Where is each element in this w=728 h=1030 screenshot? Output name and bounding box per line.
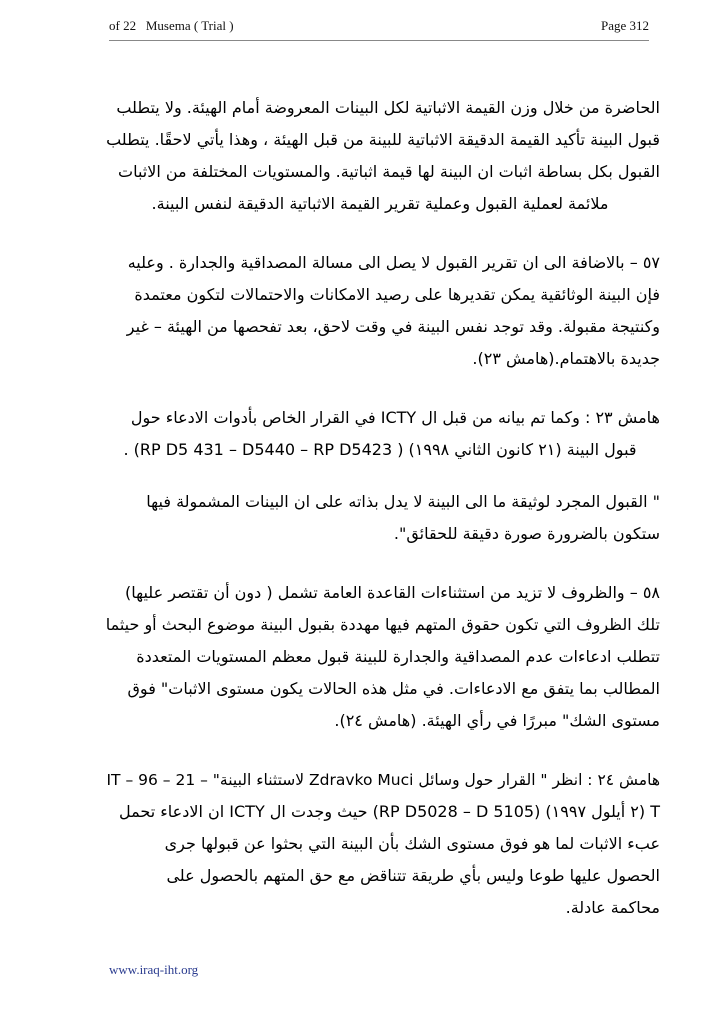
text-line: ملائمة لعملية القبول وعملية تقرير القيمة الاثباتية الدقيقة لنفس البينة. <box>151 194 609 213</box>
page-header <box>109 18 649 38</box>
text-line: مستوى الشك" مبررًا في رأي الهيئة. (هامش ٢٤). <box>334 711 660 730</box>
text-line: ٥٧ – بالاضافة الى ان تقرير القبول لا يصل الى مسالة المصداقية والجدارة . وعليه <box>127 253 660 272</box>
paragraph-evidence-value <box>100 92 660 220</box>
text-line: " القبول المجرد لوثيقة ما الى البينة لا يدل بذاته على ان البينات المشمولة فيها <box>146 492 660 511</box>
quotation <box>100 486 660 550</box>
text-line: تلك الظروف التي تكون حقوق المتهم فيها مهددة بقبول البينة موضوع البحث أو حيثما <box>105 615 660 634</box>
header-rule <box>109 40 649 41</box>
text-line: قبول البينة تأكيد القيمة الدقيقة الاثباتية للبينة من قبل الهيئة ، وهذا يأتي لاحقًا. يتطلب <box>106 130 660 149</box>
header-page-number: Page 312 <box>600 18 649 33</box>
text-line: تتطلب ادعاءات عدم المصداقية والجدارة للبينة قبول معظم المستويات المتعددة <box>136 647 660 666</box>
text-line: هامش ٢٤ : انظر " القرار حول وسائل Zdravko Muci لاستثناء البينة" – 21 – 96 – IT <box>106 771 660 789</box>
text-line: الحصول عليها طوعا وليس بأي طريقة تتناقض مع حق المتهم بالحصول على <box>166 866 660 885</box>
footnote-23 <box>100 402 660 466</box>
document-body <box>100 92 660 924</box>
text-line: الحاضرة من خلال وزن القيمة الاثباتية لكل البينات المعروضة أمام الهيئة. ولا يتطلب <box>116 98 660 117</box>
text-line: ٥٨ – والظروف لا تزيد من استثناءات القاعدة العامة تشمل ( دون أن تقتصر عليها) <box>124 583 660 602</box>
text-line: ستكون بالضرورة صورة دقيقة للحقائق". <box>393 524 660 543</box>
footer-website-link[interactable]: www.iraq-iht.org <box>109 962 199 977</box>
text-line: هامش ٢٣ : وكما تم بيانه من قبل ال ICTY في القرار الخاص بأدوات الادعاء حول <box>130 408 660 427</box>
header-document-title: of 22 Musema ( Trial ) <box>109 18 234 33</box>
text-line: T (٢ أيلول ١٩٩٧) (RP D5028 – D 5105) حيث وجدت ال ICTY ان الادعاء تحمل <box>119 802 660 821</box>
text-line: فإن البينة الوثائقية يمكن تقديرها على رصيد الامكانات والاحتمالات لتكون معتمدة <box>134 285 660 304</box>
text-line: قبول البينة (٢١ كانون الثاني ١٩٩٨) ( RP D5 431 – D5440 – RP D5423) . <box>123 440 637 459</box>
footnote-24 <box>100 764 660 924</box>
text-line: جديدة بالاهتمام.(هامش ٢٣). <box>472 349 660 368</box>
text-line: محاكمة عادلة. <box>565 898 660 917</box>
paragraph-57 <box>100 247 660 375</box>
text-line: المطالب بما يتفق مع الادعاءات. في مثل هذه الحالات يكون مستوى الاثبات" فوق <box>127 679 660 698</box>
paragraph-58 <box>100 577 660 737</box>
text-line: عبء الاثبات لما هو فوق مستوى الشك بأن البينة التي بحثوا عن قبولها جرى <box>164 834 660 853</box>
text-line: وكنتيجة مقبولة. وقد توجد نفس البينة في وقت لاحق، بعد تفحصها من الهيئة – غير <box>126 317 660 336</box>
text-line: القبول بكل بساطة اثبات ان البينة لها قيمة اثباتية. والمستويات المختلفة من الاثبات <box>118 162 660 181</box>
